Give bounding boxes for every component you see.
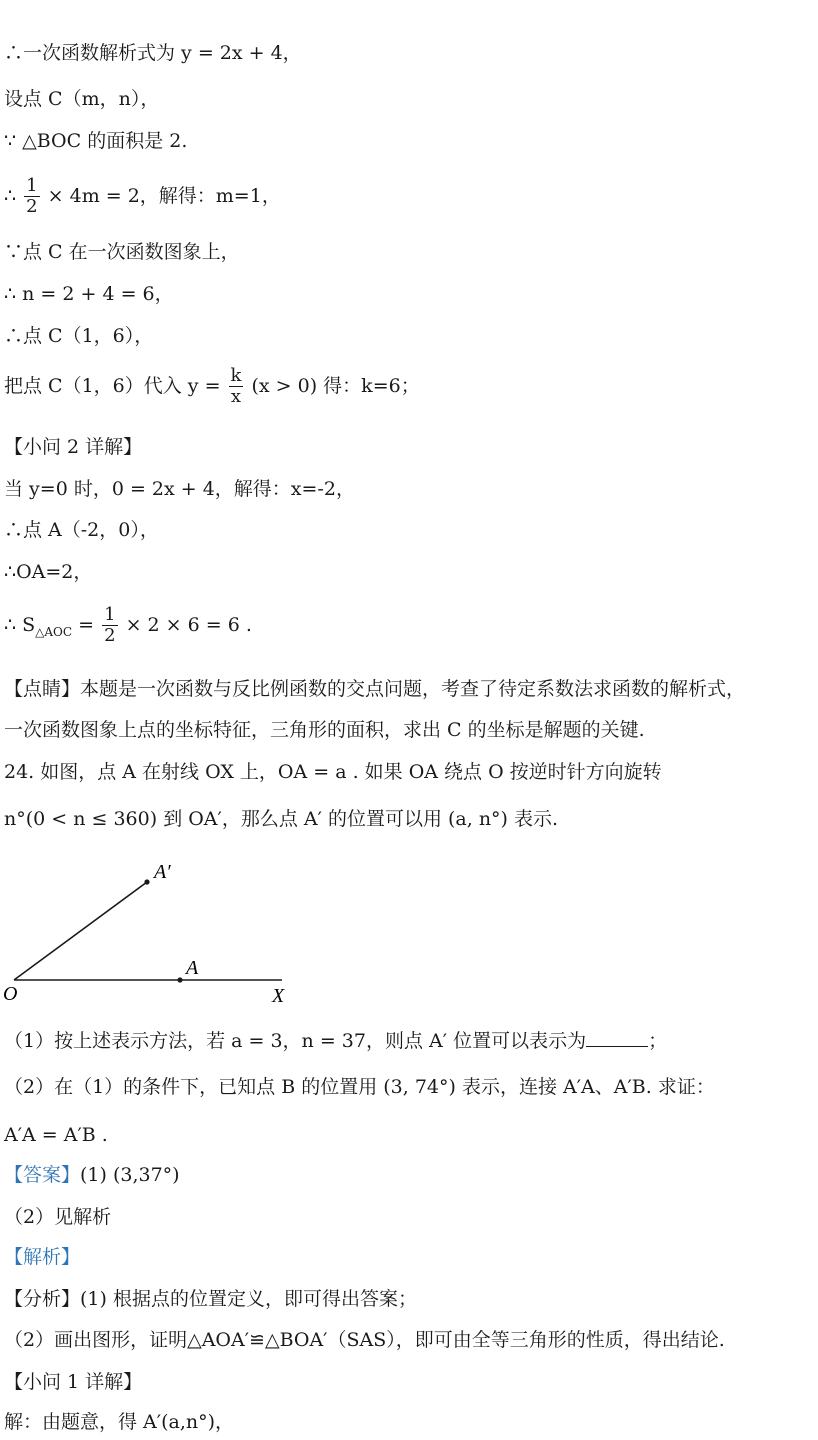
fraction-denominator: x: [230, 385, 242, 407]
fraction-line: [4, 176, 814, 217]
text-line: ∴ n = 2 + 4 = 6，: [4, 283, 174, 305]
answer-label: 【答案】: [4, 1164, 81, 1186]
label-x: X: [272, 985, 285, 1007]
line-prefix: ∴ S: [4, 613, 36, 636]
fraction-line: [4, 366, 814, 407]
answer-text: (1) (3,37°): [80, 1164, 180, 1186]
line-mid: =: [72, 613, 95, 636]
fraction-numerator: 1: [104, 604, 116, 625]
answer-blank: [586, 1030, 648, 1047]
line-suffix: ；: [648, 1030, 668, 1052]
text-line: （2）画出图形，证明△AOA′≌△BOA′（SAS），即可由全等三角形的性质，得出结论.: [4, 1329, 725, 1351]
line-prefix: ∴: [4, 184, 17, 207]
line-suffix: × 4m = 2，解得：m=1，: [47, 184, 281, 207]
text-line: 【分析】(1) 根据点的位置定义，即可得出答案；: [4, 1288, 417, 1310]
fraction: [24, 176, 39, 217]
text-line: 设点 C（m，n），: [4, 88, 160, 110]
line-prefix: （1）按上述表示方法，若 a = 3，n = 37，则点 A′ 位置可以表示为: [4, 1030, 587, 1052]
fraction-numerator: k: [230, 365, 242, 386]
text-line: 【点睛】本题是一次函数与反比例函数的交点问题，考查了待定系数法求函数的解析式，: [4, 678, 746, 700]
fraction: [229, 366, 244, 407]
ray-oa-prime: [14, 882, 147, 980]
text-line: ∴点 A（-2，0），: [4, 519, 159, 541]
text-line: ∴OA=2，: [4, 561, 93, 583]
text-line: ∴点 C（1，6），: [4, 325, 154, 347]
text-line: 解：由题意，得 A′(a,n°)，: [4, 1411, 235, 1433]
point-a: [177, 977, 182, 982]
fraction-denominator: 2: [26, 195, 38, 217]
point-a-prime: [144, 879, 149, 884]
analysis-line: [4, 1248, 814, 1267]
text-line: ∴一次函数解析式为 y = 2x + 4，: [4, 42, 302, 64]
answer-line: [4, 1166, 814, 1185]
ray-diagram: [0, 850, 330, 1010]
section-heading: 【小问 1 详解】: [4, 1371, 143, 1393]
text-line: 当 y=0 时，0 = 2x + 4，解得：x=-2，: [4, 478, 355, 500]
text-line: ∵ △BOC 的面积是 2.: [4, 130, 188, 152]
label-a: A: [186, 957, 199, 979]
text-line: n°(0 < n ≤ 360) 到 OA′，那么点 A′ 的位置可以用 (a, n°) 表示.: [4, 808, 559, 830]
fraction: [102, 605, 117, 646]
text-line: （2）见解析: [4, 1206, 112, 1228]
line-suffix: (x > 0) 得：k=6；: [251, 374, 420, 397]
blank-line: [4, 1030, 814, 1051]
text-line: （2）在（1）的条件下，已知点 B 的位置用 (3, 74°) 表示，连接 A′A、A′B. 求证：: [4, 1076, 715, 1098]
fraction-numerator: 1: [26, 175, 38, 196]
label-o: O: [3, 983, 18, 1005]
section-heading: 【小问 2 详解】: [4, 436, 143, 458]
fraction-denominator: 2: [104, 624, 116, 646]
text-line: ∵点 C 在一次函数图象上，: [4, 241, 240, 263]
text-line: 一次函数图象上点的坐标特征，三角形的面积，求出 C 的坐标是解题的关键.: [4, 719, 645, 741]
analysis-label: 【解析】: [4, 1246, 81, 1268]
fraction-line: [4, 605, 814, 646]
subscript: △AOC: [35, 624, 73, 639]
question-line: 24. 如图，点 A 在射线 OX 上，OA = a . 如果 OA 绕点 O 按逆时针方向旋转: [4, 761, 662, 783]
line-suffix: × 2 × 6 = 6 .: [125, 613, 252, 636]
line-prefix: 把点 C（1，6）代入 y =: [4, 374, 221, 397]
text-line: A′A = A′B .: [4, 1124, 108, 1146]
label-a-prime: A′: [154, 861, 171, 883]
